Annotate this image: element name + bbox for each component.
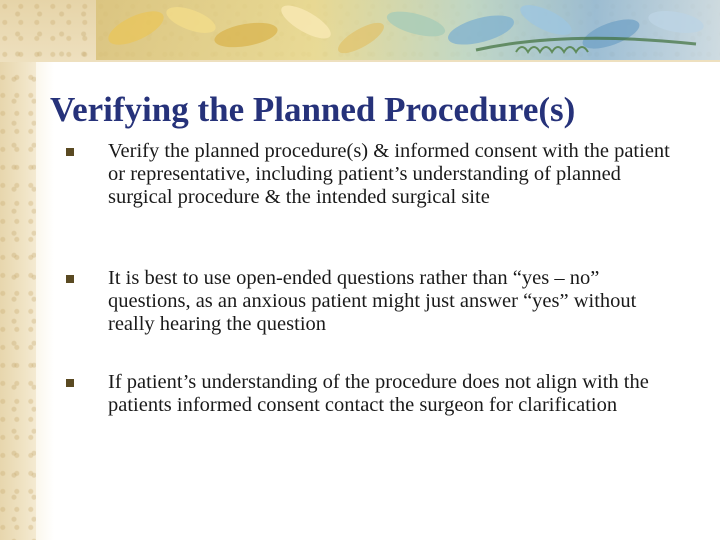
square-bullet-icon xyxy=(66,275,74,283)
square-bullet-icon xyxy=(66,148,74,156)
bullet-text: If patient’s understanding of the procedure does not align with the patients informed consent contact the surgeon for clarification xyxy=(108,371,649,416)
parchment-left-border xyxy=(0,0,36,540)
square-bullet-icon xyxy=(66,379,74,387)
bullet-text: It is best to use open-ended questions rather than “yes – no” questions, as an anxious patient might just answer “yes” without really hearing the question xyxy=(108,267,637,335)
bullet-text: Verify the planned procedure(s) & informed consent with the patient or representative, including patient’s understanding of planned surgical procedure & the intended surgical site xyxy=(108,140,670,208)
slide-title: Verifying the Planned Procedure(s) xyxy=(50,90,576,129)
leaf-collage-decoration xyxy=(96,0,720,60)
